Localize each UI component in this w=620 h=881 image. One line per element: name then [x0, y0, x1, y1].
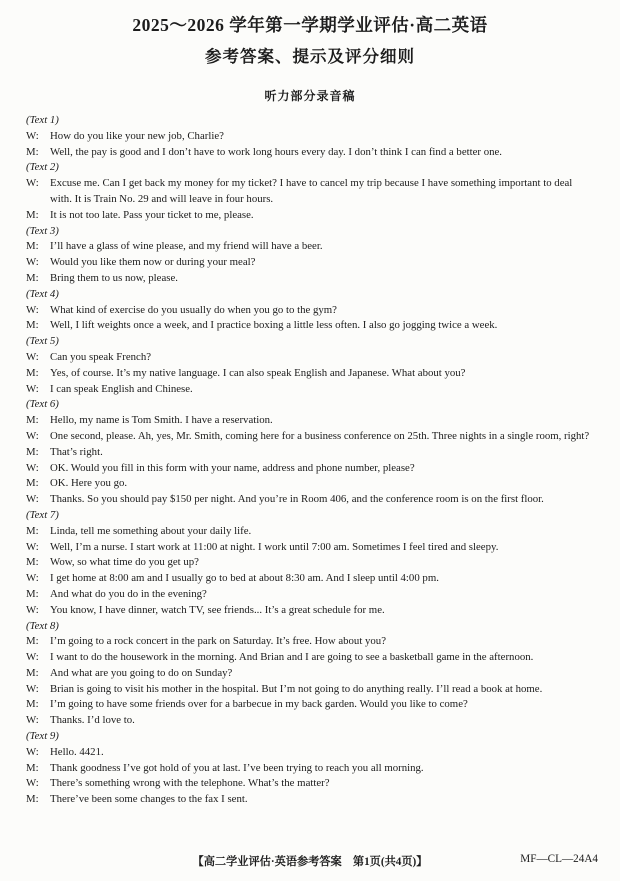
dialogue-line	[26, 303, 596, 319]
speaker-label: M:	[26, 445, 39, 458]
text-group-label: (Text 9)	[26, 730, 59, 743]
dialogue-text: OK. Here you go.	[50, 477, 128, 490]
dialogue-text: That’s right.	[50, 445, 103, 458]
dialogue-text: Excuse me. Can I get back my money for my ticket? I have to cancel my trip because I have something important to deal with. It is Train No. 29 and will leave in four hours.	[50, 177, 573, 205]
speaker-label: W:	[26, 350, 39, 363]
speaker-label: W:	[26, 714, 39, 727]
dialogue-text: Well, the pay is good and I don’t have to work long hours every day. I don’t think I can find a better one.	[50, 145, 502, 158]
dialogue-line	[26, 650, 596, 666]
speaker-label: M:	[26, 635, 39, 648]
speaker-label: M:	[26, 761, 39, 774]
dialogue-line	[26, 445, 596, 461]
dialogue-line	[26, 571, 596, 587]
dialogue-line	[26, 271, 596, 287]
speaker-label: W:	[26, 572, 39, 585]
dialogue-text: You know, I have dinner, watch TV, see friends... It’s a great schedule for me.	[50, 603, 385, 616]
dialogue-line	[26, 129, 596, 145]
dialogue-line	[26, 540, 596, 556]
dialogue-text: How do you like your new job, Charlie?	[50, 129, 224, 142]
speaker-label: M:	[26, 366, 39, 379]
dialogue-text: Would you like them now or during your meal?	[50, 256, 256, 269]
dialogue-text: Yes, of course. It’s my native language. I can also speak English and Japanese. What about you?	[50, 366, 466, 379]
speaker-label: W:	[26, 777, 39, 790]
dialogue-line	[26, 255, 596, 271]
dialogue-text: And what do you do in the evening?	[50, 587, 207, 600]
dialogue-text: Hello, my name is Tom Smith. I have a reservation.	[50, 414, 273, 427]
dialogue-text: Wow, so what time do you get up?	[50, 556, 199, 569]
speaker-label: W:	[26, 382, 39, 395]
dialogue-text: Bring them to us now, please.	[50, 271, 178, 284]
dialogue-text: I want to do the housework in the morning. And Brian and I are going to see a basketball game in the afternoon.	[50, 651, 534, 664]
dialogue-line	[26, 713, 596, 729]
dialogue-line	[26, 476, 596, 492]
speaker-label: W:	[26, 303, 39, 316]
dialogue-text: I get home at 8:00 am and I usually go to bed at about 8:30 am. And I sleep until 4:00 pm.	[50, 572, 439, 585]
speaker-label: W:	[26, 177, 39, 190]
speaker-label: W:	[26, 651, 39, 664]
dialogue-text: I’ll have a glass of wine please, and my friend will have a beer.	[50, 240, 323, 253]
dialogue-text: And what are you going to do on Sunday?	[50, 666, 233, 679]
text-group-label: (Text 4)	[26, 287, 59, 300]
dialogue-text: There’s something wrong with the telephone. What’s the matter?	[50, 777, 330, 790]
speaker-label: M:	[26, 698, 39, 711]
text-group-label: (Text 6)	[26, 398, 59, 411]
speaker-label: M:	[26, 556, 39, 569]
dialogue-text: OK. Would you fill in this form with your name, address and phone number, please?	[50, 461, 415, 474]
dialogue-text: Thank goodness I’ve got hold of you at last. I’ve been trying to reach you all morning.	[50, 761, 424, 774]
text-group-label: (Text 2)	[26, 161, 59, 174]
text-group-label: (Text 5)	[26, 335, 59, 348]
speaker-label: W:	[26, 256, 39, 269]
dialogue-line	[26, 697, 596, 713]
dialogue-text: It is not too late. Pass your ticket to me, please.	[50, 208, 254, 221]
dialogue-text: Brian is going to visit his mother in the hospital. But I’m not going to do anything really. I’ll read a book at home.	[50, 682, 543, 695]
dialogue-line	[26, 145, 596, 161]
dialogue-text: Thanks. So you should pay $150 per night. And you’re in Room 406, and the conference room is on the first floor.	[50, 493, 544, 506]
dialogue-line	[26, 461, 596, 477]
dialogue-line	[26, 682, 596, 698]
speaker-label: M:	[26, 524, 39, 537]
dialogue-text: Hello. 4421.	[50, 745, 104, 758]
speaker-label: M:	[26, 477, 39, 490]
dialogue-line	[26, 792, 596, 808]
speaker-label: M:	[26, 271, 39, 284]
speaker-label: W:	[26, 129, 39, 142]
speaker-label: M:	[26, 145, 39, 158]
text-group-label: (Text 1)	[26, 114, 59, 126]
speaker-label: M:	[26, 240, 39, 253]
dialogue-text: There’ve been some changes to the fax I sent.	[50, 793, 248, 806]
speaker-label: W:	[26, 429, 39, 442]
page-title: 2025～2026 学年第一学期学业评估·高二英语	[132, 15, 488, 35]
speaker-label: M:	[26, 793, 39, 806]
dialogue-text: Well, I lift weights once a week, and I practice boxing a little less often. I also go jogging twice a week.	[50, 319, 498, 332]
speaker-label: W:	[26, 540, 39, 553]
dialogue-line	[26, 350, 596, 366]
dialogue-line	[26, 239, 596, 255]
page-footer	[0, 853, 620, 869]
speaker-label: M:	[26, 414, 39, 427]
dialogue-text: Can you speak French?	[50, 350, 152, 363]
dialogue-text: What kind of exercise do you usually do when you go to the gym?	[50, 303, 337, 316]
speaker-label: M:	[26, 587, 39, 600]
dialogue-line	[26, 776, 596, 792]
dialogue-line	[26, 666, 596, 682]
speaker-label: W:	[26, 682, 39, 695]
dialogue-text: One second, please. Ah, yes, Mr. Smith, coming here for a business conference on 25th. Three nights in a single room, right?	[50, 429, 590, 442]
footer-page-info: 【高二学业评估·英语参考答案 第1页(共4页)】	[192, 856, 428, 868]
section-heading: 听力部分录音稿	[264, 89, 356, 103]
footer-document-code: MF—CL—24A4	[520, 853, 598, 865]
text-group-label: (Text 8)	[26, 619, 59, 632]
dialogue-line	[26, 634, 596, 650]
text-group-label: (Text 3)	[26, 224, 59, 237]
dialogue-line	[26, 587, 596, 603]
speaker-label: M:	[26, 319, 39, 332]
dialogue-line	[26, 603, 596, 619]
dialogue-text: Well, I’m a nurse. I start work at 11:00 at night. I work until 7:00 am. Sometimes I feel tired and sleepy.	[50, 540, 499, 553]
dialogue-text: Linda, tell me something about your daily life.	[50, 524, 252, 537]
dialogue-line	[26, 318, 596, 334]
speaker-label: W:	[26, 493, 39, 506]
dialogue-text: I’m going to have some friends over for a barbecue in my back garden. Would you like to come?	[50, 698, 468, 711]
speaker-label: M:	[26, 208, 39, 221]
speaker-label: W:	[26, 461, 39, 474]
dialogue-text: Thanks. I’d love to.	[50, 714, 135, 727]
dialogue-line	[26, 555, 596, 571]
dialogue-line	[26, 382, 596, 398]
speaker-label: W:	[26, 745, 39, 758]
dialogue-line	[26, 413, 596, 429]
dialogue-line	[26, 429, 596, 445]
dialogue-line	[26, 524, 596, 540]
dialogue-line	[26, 176, 596, 208]
dialogue-line	[26, 208, 596, 224]
dialogue-text: I can speak English and Chinese.	[50, 382, 193, 395]
page-subtitle: 参考答案、提示及评分细则	[205, 47, 415, 66]
dialogue-line	[26, 745, 596, 761]
speaker-label: M:	[26, 666, 39, 679]
dialogue-line	[26, 366, 596, 382]
dialogue-line	[26, 761, 596, 777]
dialogue-line	[26, 492, 596, 508]
transcript	[26, 113, 596, 808]
speaker-label: W:	[26, 603, 39, 616]
text-group-label: (Text 7)	[26, 508, 59, 521]
dialogue-text: I’m going to a rock concert in the park on Saturday. It’s free. How about you?	[50, 635, 386, 648]
